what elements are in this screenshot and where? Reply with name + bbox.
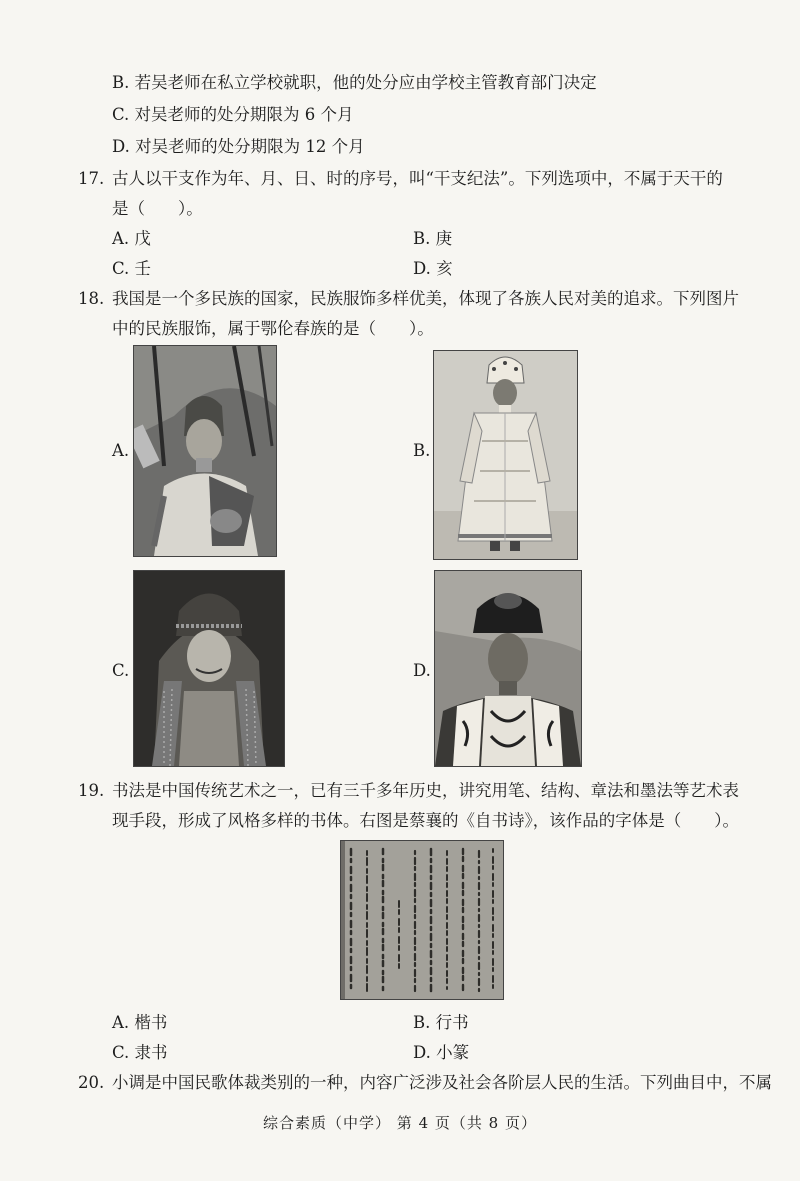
q17-option-a: A. 戊 [112,229,151,248]
q19-option-b: B. 行书 [413,1013,469,1032]
calligraphy-image [340,840,504,1000]
q20-number: 20. [78,1073,105,1092]
q19-option-c: C. 隶书 [112,1043,168,1062]
q17-number: 17. [78,169,105,188]
costume-photo-b [433,350,578,560]
q19-stem-line1: 书法是中国传统艺术之一，已有三千多年历史，讲究用笔、结构、章法和墨法等艺术表 [112,781,739,800]
q19-option-a: A. 楷书 [112,1013,168,1032]
q17-stem-line1: 古人以干支作为年、月、日、时的序号，叫“干支纪法”。下列选项中，不属于天干的 [112,169,723,188]
q18-number: 18. [78,289,105,308]
q19-stem-line2: 现手段，形成了风格多样的书体。右图是蔡襄的《自书诗》，该作品的字体是（ ）。 [112,811,739,830]
q19-option-d: D. 小篆 [413,1043,470,1062]
q18-stem-line1: 我国是一个多民族的国家，民族服饰多样优美，体现了各族人民对美的追求。下列图片 [112,289,739,308]
costume-photo-d [434,570,582,767]
q17-stem-line2: 是（ ）。 [112,199,203,218]
q19-number: 19. [78,781,105,800]
q16-option-d: D. 对吴老师的处分期限为 12 个月 [112,137,365,156]
costume-photo-c [133,570,285,767]
q18-label-d: D. [413,661,431,680]
q16-option-b: B. 若吴老师在私立学校就职，他的处分应由学校主管教育部门决定 [112,73,597,92]
page-footer: 综合素质（中学） 第 4 页（共 8 页） [263,1114,537,1132]
q17-option-b: B. 庚 [413,229,453,248]
q20-stem-line1: 小调是中国民歌体裁类别的一种，内容广泛涉及社会各阶层人民的生活。下列曲目中，不属 [112,1073,772,1092]
q18-label-c: C. [112,661,130,680]
costume-photo-a [133,345,277,557]
q18-label-a: A. [112,441,130,460]
q16-option-c: C. 对吴老师的处分期限为 6 个月 [112,105,354,124]
q18-label-b: B. [413,441,431,460]
q18-stem-line2: 中的民族服饰，属于鄂伦春族的是（ ）。 [112,319,434,338]
q17-option-d: D. 亥 [413,259,453,278]
q17-option-c: C. 壬 [112,259,152,278]
